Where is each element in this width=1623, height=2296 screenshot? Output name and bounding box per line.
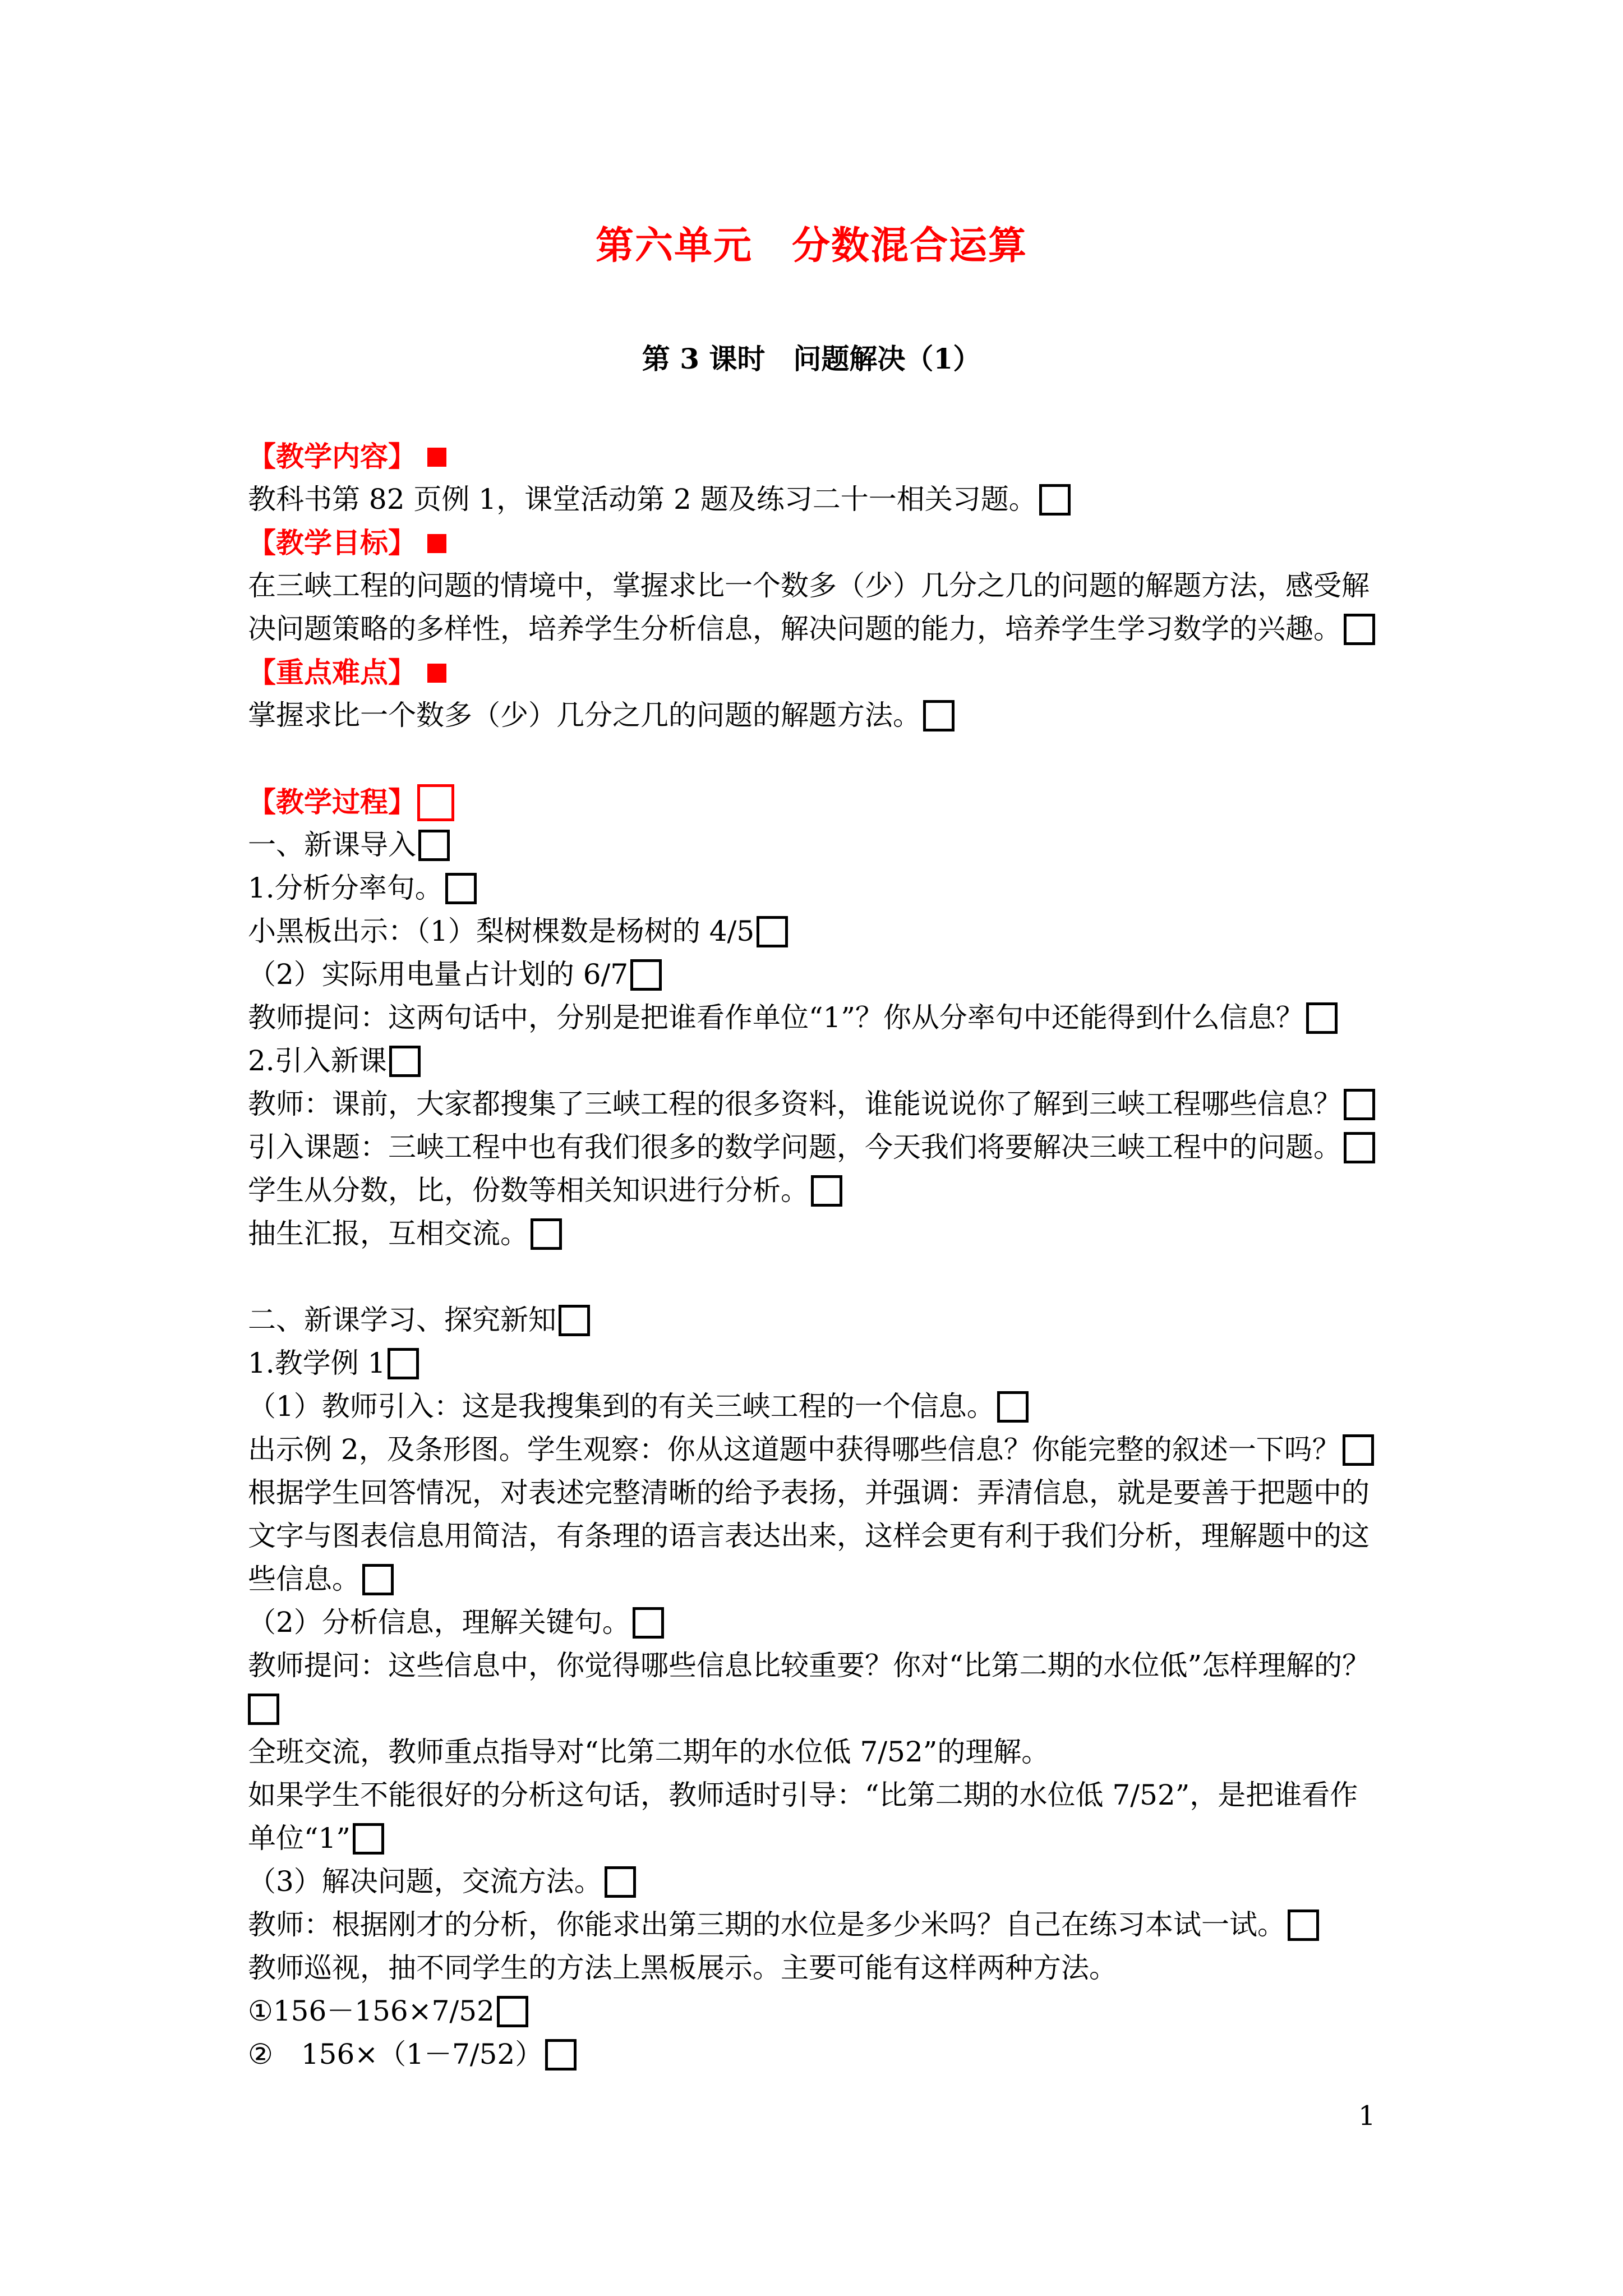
item-text: 单位“1” xyxy=(248,1822,351,1855)
checkbox[interactable] xyxy=(633,1607,664,1639)
item-text: 小黑板出示：（1）梨树棵数是杨树的 4/5 xyxy=(248,915,755,947)
item-text: 2.引入新课 xyxy=(248,1045,387,1077)
checkbox[interactable] xyxy=(605,1866,636,1898)
item-text: （1）教师引入：这是我搜集到的有关三峡工程的一个信息。 xyxy=(248,1390,995,1423)
text-line xyxy=(248,1515,1392,1558)
goal-text-line-2: 决问题策略的多样性，培养学生分析信息，解决问题的能力，培养学生学习数学的兴趣。 xyxy=(248,613,1341,645)
goal-heading: 【教学目标】 xyxy=(248,526,416,559)
text-line xyxy=(248,1644,1392,1687)
text-line xyxy=(248,867,1392,910)
item-text: （2）实际用电量占计划的 6/7 xyxy=(248,958,629,991)
section-heading xyxy=(248,780,1392,823)
checkbox[interactable] xyxy=(1343,1434,1374,1466)
item-text: 1.分析分率句。 xyxy=(248,872,443,904)
text-line xyxy=(248,1039,1392,1083)
checkbox[interactable] xyxy=(559,1305,590,1336)
item-text: 根据学生回答情况，对表述完整清晰的给予表扬，并强调：弄清信息，就是要善于把题中的 xyxy=(248,1476,1370,1509)
text-line xyxy=(248,996,1392,1039)
text-line xyxy=(248,1471,1392,1515)
item-text: 教师巡视，抽不同学生的方法上黑板展示。主要可能有这样两种方法。 xyxy=(248,1952,1117,1984)
text-line xyxy=(248,564,1392,608)
checkbox[interactable] xyxy=(1344,614,1375,645)
text-line xyxy=(248,1990,1392,2033)
text-line xyxy=(248,1860,1392,1903)
text-line xyxy=(248,1212,1392,1255)
item-text: 如果学生不能很好的分析这句话，教师适时引导：“比第二期的水位低 7/52”，是把谁看作 xyxy=(248,1779,1358,1811)
section-heading xyxy=(248,651,1392,694)
checkbox[interactable] xyxy=(1344,1132,1375,1163)
text-line xyxy=(248,1601,1392,1644)
item-text: 引入课题：三峡工程中也有我们很多的数学问题，今天我们将要解决三峡工程中的问题。 xyxy=(248,1131,1341,1163)
checkbox[interactable] xyxy=(757,916,788,947)
checkbox[interactable] xyxy=(997,1391,1029,1423)
goal-text-line-1: 在三峡工程的问题的情境中，掌握求比一个数多（少）几分之几的问题的解题方法，感受解 xyxy=(248,569,1370,602)
checkbox[interactable] xyxy=(418,830,450,861)
checkbox[interactable] xyxy=(1344,1089,1375,1120)
text-line xyxy=(248,1342,1392,1385)
red-square-marker xyxy=(427,534,446,553)
checkbox[interactable] xyxy=(1288,1910,1319,1941)
text-line xyxy=(248,1299,1392,1342)
checkbox[interactable] xyxy=(497,1996,528,2027)
checkbox[interactable] xyxy=(630,959,662,991)
item-text: 抽生汇报，互相交流。 xyxy=(248,1217,528,1250)
text-line xyxy=(248,1169,1392,1212)
section-heading xyxy=(248,435,1392,478)
red-checkbox[interactable] xyxy=(417,784,454,821)
section-two-title: 二、新课学习、探究新知 xyxy=(248,1304,556,1336)
checkbox[interactable] xyxy=(353,1823,384,1855)
text-line xyxy=(248,694,1392,737)
item-text: 教师：根据刚才的分析，你能求出第三期的水位是多少米吗？自己在练习本试一试。 xyxy=(248,1908,1285,1941)
checkbox[interactable] xyxy=(362,1564,394,1595)
item-text: 1.教学例 1 xyxy=(248,1347,386,1379)
page-number: 1 xyxy=(1358,2100,1376,2132)
checkbox[interactable] xyxy=(248,1694,279,1725)
section-one-title: 一、新课导入 xyxy=(248,829,416,861)
text-line xyxy=(248,1903,1392,1947)
key-text: 掌握求比一个数多（少）几分之几的问题的解题方法。 xyxy=(248,699,921,731)
item-text: 文字与图表信息用简洁，有条理的语言表达出来，这样会更有利于我们分析，理解题中的这 xyxy=(248,1520,1370,1552)
document-body xyxy=(248,435,1392,2076)
red-square-marker xyxy=(427,448,446,467)
item-text: 学生从分数，比，份数等相关知识进行分析。 xyxy=(248,1174,809,1207)
checkbox[interactable] xyxy=(1039,484,1071,516)
text-line xyxy=(248,1687,1392,1731)
text-line xyxy=(248,953,1392,996)
checkbox[interactable] xyxy=(389,1046,421,1077)
text-line xyxy=(248,1428,1392,1471)
checkbox[interactable] xyxy=(1306,1002,1338,1034)
item-text: 全班交流，教师重点指导对“比第二期年的水位低 7/52”的理解。 xyxy=(248,1736,1050,1768)
text-line xyxy=(248,1385,1392,1428)
checkbox[interactable] xyxy=(923,700,955,731)
text-line xyxy=(248,1817,1392,1860)
text-line xyxy=(248,1558,1392,1601)
method-one: ①156－156×7/52 xyxy=(248,1995,495,2027)
checkbox[interactable] xyxy=(388,1348,419,1379)
item-text: 些信息。 xyxy=(248,1563,360,1595)
checkbox[interactable] xyxy=(545,2039,577,2070)
section-heading xyxy=(248,521,1392,564)
text-line xyxy=(248,1126,1392,1169)
item-text: 教师提问：这些信息中，你觉得哪些信息比较重要？你对“比第二期的水位低”怎样理解的？ xyxy=(248,1649,1371,1682)
text-line xyxy=(248,1731,1392,1774)
red-square-marker xyxy=(427,664,446,683)
method-two: ② 156×（1－7/52） xyxy=(248,2038,543,2070)
lesson-subtitle: 第 3 课时 问题解决（1） xyxy=(642,342,981,375)
item-text: 教师提问：这两句话中，分别是把谁看作单位“1”？你从分率句中还能得到什么信息？ xyxy=(248,1001,1304,1034)
text-line xyxy=(248,1083,1392,1126)
text-line xyxy=(248,608,1392,651)
text-line xyxy=(248,823,1392,867)
page-title: 第六单元 分数混合运算 xyxy=(595,223,1027,268)
text-line xyxy=(248,1774,1392,1817)
text-line xyxy=(248,910,1392,953)
text-line xyxy=(248,1947,1392,1990)
item-text: 教师：课前，大家都搜集了三峡工程的很多资料，谁能说说你了解到三峡工程哪些信息？ xyxy=(248,1088,1341,1120)
content-text: 教科书第 82 页例 1，课堂活动第 2 题及练习二十一相关习题。 xyxy=(248,483,1037,516)
checkbox[interactable] xyxy=(445,873,477,904)
item-text: （3）解决问题，交流方法。 xyxy=(248,1865,602,1898)
process-heading: 【教学过程】 xyxy=(248,785,416,818)
item-text: （2）分析信息，理解关键句。 xyxy=(248,1606,630,1639)
text-line xyxy=(248,478,1392,521)
checkbox[interactable] xyxy=(811,1175,842,1207)
content-heading: 【教学内容】 xyxy=(248,440,416,473)
checkbox[interactable] xyxy=(531,1218,562,1250)
key-heading: 【重点难点】 xyxy=(248,656,416,689)
item-text: 出示例 2，及条形图。学生观察：你从这道题中获得哪些信息？你能完整的叙述一下吗？ xyxy=(248,1433,1340,1466)
text-line xyxy=(248,2033,1392,2076)
